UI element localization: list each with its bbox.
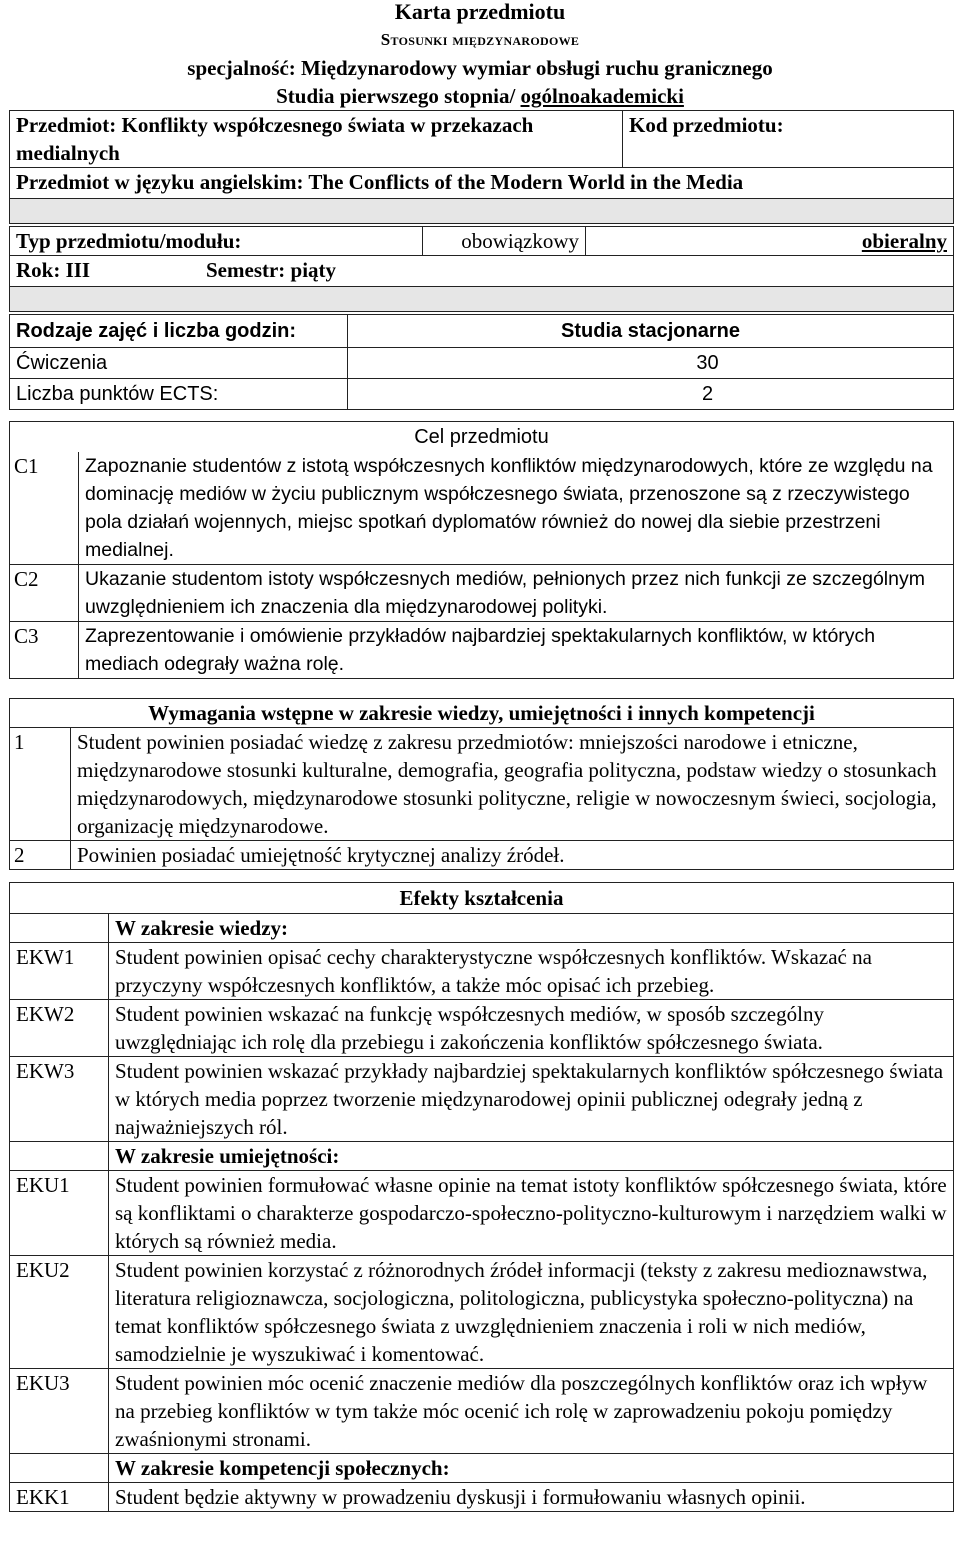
separator-row bbox=[10, 287, 954, 312]
goals-table bbox=[9, 421, 954, 679]
outcome-text: Student powinien wskazać na funkcję współczesnych mediów, w sposób szczególny uwzględniając ich rolę dla przebiegu i zakończenia konfliktów spółczesnego świata. bbox=[109, 1000, 954, 1057]
requirements-heading: Wymagania wstępne w zakresie wiedzy, umiejętności i innych kompetencji bbox=[10, 699, 954, 728]
study-profile: ogólnoakademicki bbox=[520, 84, 684, 108]
subject-name: Przedmiot: Konflikty współczesnego świata w przekazach medialnych bbox=[10, 111, 623, 168]
outcome-code: EKU3 bbox=[10, 1369, 109, 1454]
subject-table bbox=[9, 110, 954, 224]
year-label: Rok: III bbox=[16, 258, 91, 282]
outcome-code: EKW1 bbox=[10, 943, 109, 1000]
outcome-code: EKU1 bbox=[10, 1171, 109, 1256]
study-level-label: Studia pierwszego stopnia/ bbox=[276, 84, 521, 108]
subject-code-label: Kod przedmiotu: bbox=[623, 111, 954, 168]
type-mandatory: obowiązkowy bbox=[423, 227, 586, 256]
goal-code: C1 bbox=[10, 452, 79, 565]
outcome-text: Student powinien móc ocenić znaczenie mediów dla poszczególnych konfliktów oraz ich wpływ na przebieg konfliktów w tym także móc ocenić ich rolę w zaprowadzeniu pokoju pomiędzy zwaśnionymi stronami. bbox=[109, 1369, 954, 1454]
study-level bbox=[0, 82, 960, 110]
hours-table bbox=[9, 314, 954, 410]
outcome-text: Student powinien opisać cechy charakterystyczne współczesnych konfliktów. Wskazać na przyczyny współczesnych konfliktów, a także móc opisać ich przebieg. bbox=[109, 943, 954, 1000]
field-of-study: Stosunki międzynarodowe bbox=[380, 30, 580, 49]
type-table bbox=[9, 226, 954, 312]
outcome-text: Student powinien formułować własne opinie na temat istoty konfliktów spółczesnego świata, które są konfliktami o charakterze gospodarczo-społeczno-polityczno-kulturowym i narzędziem walki w których są również media. bbox=[109, 1171, 954, 1256]
requirement-code: 2 bbox=[10, 841, 71, 870]
separator-row bbox=[10, 199, 954, 224]
outcomes-heading: Efekty kształcenia bbox=[10, 883, 954, 914]
section-social: W zakresie kompetencji społecznych: bbox=[109, 1454, 954, 1483]
outcomes-table bbox=[9, 882, 954, 1512]
section-skills: W zakresie umiejętności: bbox=[109, 1142, 954, 1171]
goal-text: Zapoznanie studentów z istotą współczesnych konfliktów międzynarodowych, które ze względu na dominację mediów w życiu publicznym współczesnego świata, przenoszone są z rzeczywistego pola działań wojennych, miejsc spotkań dyplomatów również do nowej dla siebie przestrzeni medialnej. bbox=[79, 452, 954, 565]
goal-text: Zaprezentowanie i omówienie przykładów najbardziej spektakularnych konfliktów, w których mediach odegrały ważna rolę. bbox=[79, 622, 954, 679]
outcome-code: EKW3 bbox=[10, 1057, 109, 1142]
goal-code: C2 bbox=[10, 565, 79, 622]
goals-heading: Cel przedmiotu bbox=[10, 422, 954, 453]
semester-label: Semestr: piąty bbox=[206, 258, 337, 282]
goal-text: Ukazanie studentom istoty współczesnych mediów, pełnionych przez nich funkcji ze szczególnym uwzględnieniem ich znaczenia dla międzynarodowej polityki. bbox=[79, 565, 954, 622]
hours-label: Rodzaje zajęć i liczba godzin: bbox=[10, 315, 348, 348]
goal-code: C3 bbox=[10, 622, 79, 679]
subject-english-name: Przedmiot w języku angielskim: The Conflicts of the Modern World in the Media bbox=[10, 168, 954, 199]
outcome-text: Student powinien wskazać przykłady najbardziej spektakularnych konfliktów spółczesnego świata w których media poprzez tworzenie międzynarodowej opinii publicznej odegrały jedną z najważniejszych ról. bbox=[109, 1057, 954, 1142]
ects-label: Liczba punktów ECTS: bbox=[10, 379, 348, 410]
outcome-text: Student będzie aktywny w prowadzeniu dyskusji i formułowaniu własnych opinii. bbox=[109, 1483, 954, 1512]
hours-row-value: 30 bbox=[348, 348, 954, 379]
outcome-code: EKW2 bbox=[10, 1000, 109, 1057]
outcome-code: EKK1 bbox=[10, 1483, 109, 1512]
requirement-text: Powinien posiadać umiejętność krytycznej analizy źródeł. bbox=[71, 841, 954, 870]
outcome-code: EKU2 bbox=[10, 1256, 109, 1369]
requirement-code: 1 bbox=[10, 728, 71, 841]
requirement-text: Student powinien posiadać wiedzę z zakresu przedmiotów: mniejszości narodowe i etniczne, międzynarodowe stosunki kulturalne, demografia, geografia polityczna, podstaw wiedzy o stosunkach międzynarodowych, międzynarodowe stosunki polityczne, religie w nowoczesnym świeci, socjologia, organizację międzynarodowe. bbox=[71, 728, 954, 841]
specialization: specjalność: Międzynarodowy wymiar obsługi ruchu granicznego bbox=[187, 56, 773, 80]
type-label: Typ przedmiotu/modułu: bbox=[10, 227, 423, 256]
type-elective: obieralny bbox=[586, 227, 954, 256]
year-semester-row bbox=[10, 256, 954, 287]
page-title: Karta przedmiotu bbox=[394, 0, 566, 24]
section-knowledge: W zakresie wiedzy: bbox=[109, 914, 954, 943]
requirements-table bbox=[9, 698, 954, 870]
study-mode: Studia stacjonarne bbox=[348, 315, 954, 348]
ects-value: 2 bbox=[348, 379, 954, 410]
hours-row-name: Ćwiczenia bbox=[10, 348, 348, 379]
outcome-text: Student powinien korzystać z różnorodnych źródeł informacji (teksty z zakresu medioznawstwa, literatura religioznawcza, socjologiczna, politologiczna, publicystyka społeczno-polityczna) na temat konfliktów spółczesnego świata z uwzględnieniem znaczenia i roli w nich mediów, samodzielnie je wyszukiwać i komentować. bbox=[109, 1256, 954, 1369]
